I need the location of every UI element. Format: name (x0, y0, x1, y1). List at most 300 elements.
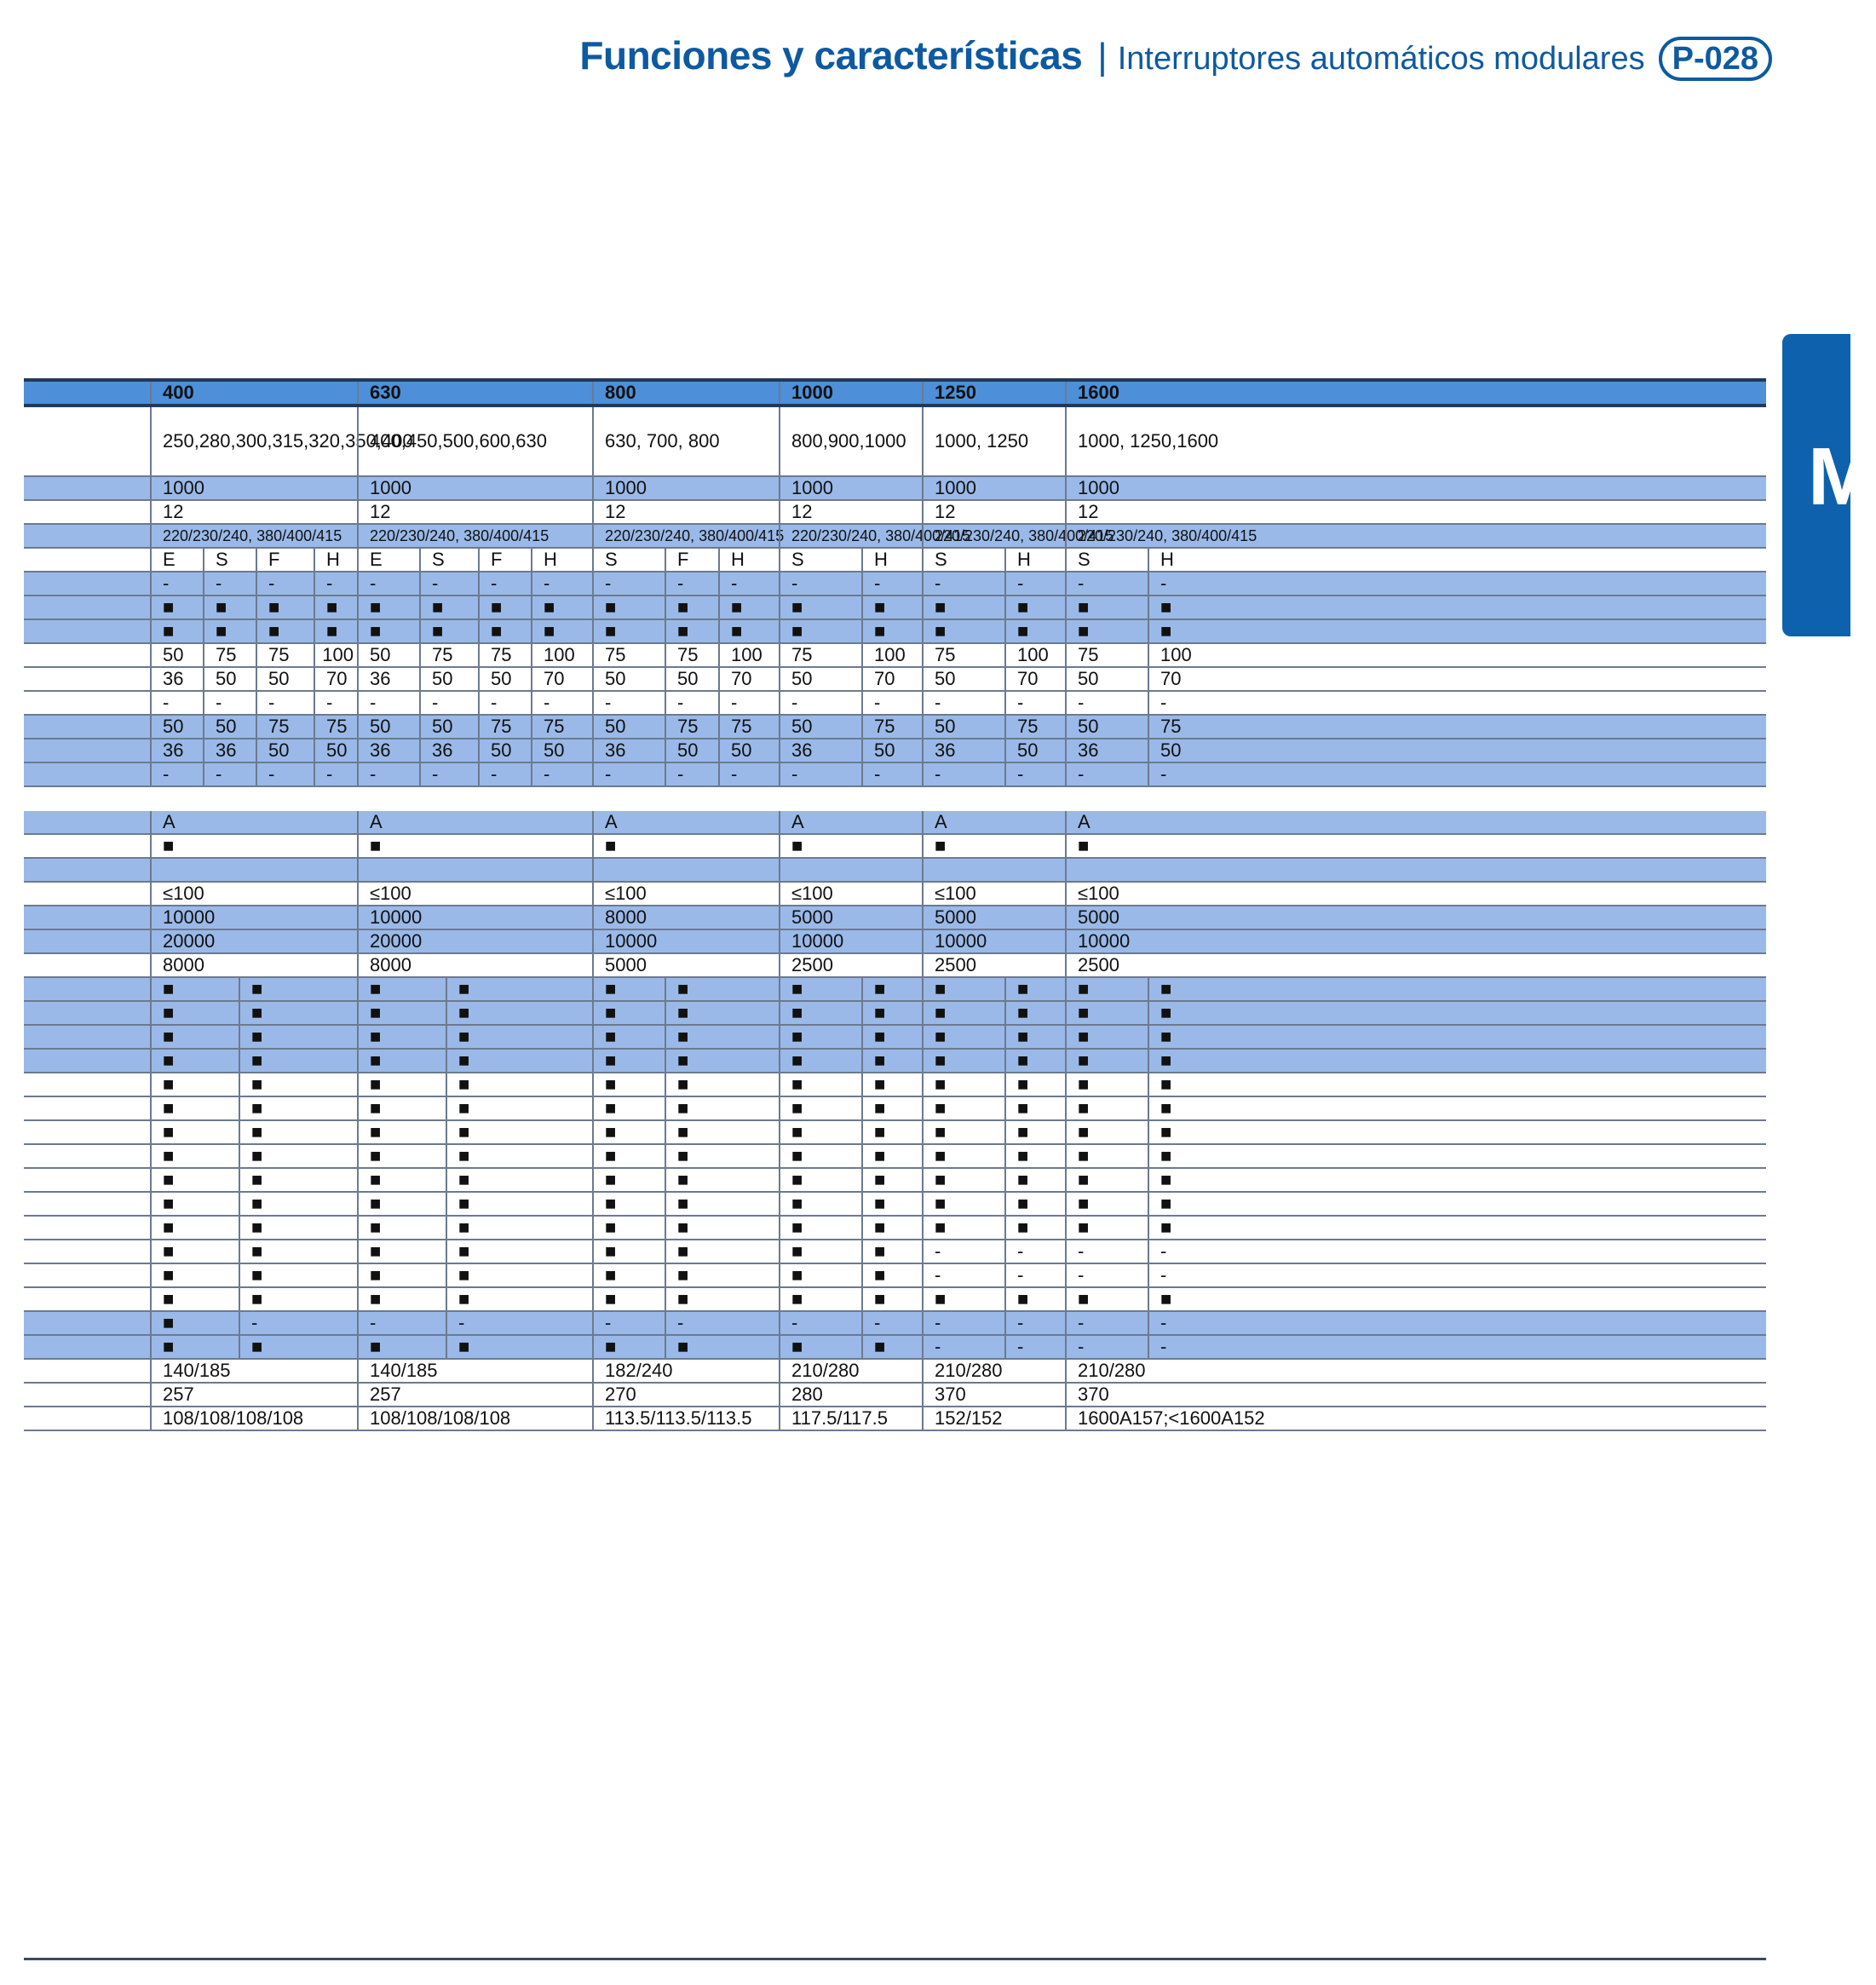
table-cell: ■ (446, 1336, 592, 1358)
table-cell: - (1065, 763, 1148, 785)
table-cell: ■ (357, 978, 446, 1000)
table-row (24, 407, 1766, 477)
table-cell: 75 (1065, 644, 1148, 666)
table-cell: ■ (150, 1050, 239, 1072)
table-cell: 70 (718, 668, 779, 690)
table-cell: ■ (357, 1240, 446, 1263)
table-cell: ■ (665, 596, 718, 619)
table-cell: ■ (150, 1217, 239, 1239)
column-header-cell: 1000 (779, 382, 922, 404)
table-cell: 12 (150, 501, 357, 523)
table-cell: S (203, 549, 256, 571)
table-row (24, 668, 1766, 692)
table-cell: - (861, 692, 922, 714)
table-cell: ■ (150, 1026, 239, 1048)
table-cell: ■ (357, 1050, 446, 1072)
table-cell: - (446, 1312, 592, 1334)
table-cell: ■ (922, 1121, 1004, 1143)
row-label-cell (24, 1288, 150, 1310)
table-cell: ■ (922, 1217, 1004, 1239)
table-cell: 50 (256, 668, 314, 690)
table-cell: ■ (922, 978, 1004, 1000)
table-cell: 12 (922, 501, 1065, 523)
table-cell: ■ (239, 1217, 357, 1239)
table-cell: 5000 (1065, 906, 1766, 929)
table-cell: - (1004, 1336, 1065, 1358)
table-cell: - (314, 763, 357, 785)
row-label-cell (24, 596, 150, 619)
table-cell: 1000, 1250 (922, 407, 1065, 475)
table-cell: ≤100 (150, 883, 357, 905)
table-cell: ■ (357, 1193, 446, 1215)
table-cell: ■ (861, 1336, 922, 1358)
table-cell: A (592, 811, 779, 833)
table-cell: ■ (1065, 1002, 1148, 1024)
table-cell: ■ (718, 620, 779, 642)
table-cell: 1000 (592, 477, 779, 499)
table-cell: 50 (665, 739, 718, 762)
table-cell: ■ (1148, 1169, 1766, 1191)
table-cell: 1600A157;<1600A152 (1065, 1407, 1766, 1430)
table-cell: 75 (861, 716, 922, 738)
table-cell: ■ (592, 1288, 665, 1310)
table-row (24, 644, 1766, 668)
table-cell: ■ (592, 1217, 665, 1239)
table-cell: ■ (1065, 835, 1766, 857)
table-row (24, 1240, 1766, 1264)
empty-cell (922, 859, 1065, 881)
row-label-cell (24, 1217, 150, 1239)
table-cell: ≤100 (922, 883, 1065, 905)
table-cell: ■ (446, 1193, 592, 1215)
empty-cell (150, 859, 357, 881)
table-cell: ■ (357, 1121, 446, 1143)
table-cell: - (1148, 692, 1766, 714)
table-cell: ■ (314, 620, 357, 642)
table-cell: ■ (861, 1073, 922, 1096)
table-cell: ■ (1065, 1121, 1148, 1143)
table-cell: ■ (150, 596, 203, 619)
table-cell: - (1148, 1312, 1766, 1334)
table-cell: A (779, 811, 922, 833)
table-row (24, 620, 1766, 644)
table-cell: - (1065, 692, 1148, 714)
table-cell: ■ (150, 1240, 239, 1263)
table-cell: - (1148, 572, 1766, 595)
table-cell: 70 (531, 668, 592, 690)
table-cell: ■ (1148, 620, 1766, 642)
row-label-cell (24, 1312, 150, 1334)
table-cell: ■ (1148, 1193, 1766, 1215)
table-cell: - (150, 692, 203, 714)
table-cell: 1000 (357, 477, 592, 499)
table-cell: ■ (1148, 596, 1766, 619)
table-cell: 8000 (592, 906, 779, 929)
table-cell: - (718, 572, 779, 595)
table-cell: - (531, 692, 592, 714)
table-cell: ■ (665, 1073, 779, 1096)
table-cell: ■ (239, 1026, 357, 1048)
row-label-cell (24, 1193, 150, 1215)
table-cell: 50 (861, 739, 922, 762)
table-cell: ■ (779, 1097, 861, 1119)
table-cell: 36 (357, 739, 419, 762)
table-cell: ■ (779, 1217, 861, 1239)
table-cell: 75 (1004, 716, 1065, 738)
empty-cell (1065, 859, 1766, 881)
table-cell: ■ (357, 1264, 446, 1286)
table-cell: ■ (779, 1336, 861, 1358)
table-cell: - (1065, 1312, 1148, 1334)
table-cell: 12 (592, 501, 779, 523)
table-cell: 50 (779, 716, 861, 738)
row-label-cell (24, 572, 150, 595)
specifications-table (24, 378, 1766, 1431)
table-cell: - (861, 1312, 922, 1334)
table-cell: 100 (531, 644, 592, 666)
table-cell: ■ (861, 978, 922, 1000)
table-cell: ■ (592, 1097, 665, 1119)
table-cell: ■ (478, 620, 531, 642)
table-cell: - (922, 1336, 1004, 1358)
table-cell: - (861, 763, 922, 785)
table-cell: ■ (1004, 620, 1065, 642)
table-cell: 75 (665, 644, 718, 666)
table-cell: ■ (446, 1288, 592, 1310)
table-cell: ■ (922, 596, 1004, 619)
row-label-cell (24, 859, 150, 881)
table-row (24, 525, 1766, 549)
table-cell: ■ (861, 1240, 922, 1263)
table-cell: 2500 (922, 954, 1065, 976)
table-cell: ■ (592, 1121, 665, 1143)
row-label-cell (24, 978, 150, 1000)
row-label-cell (24, 620, 150, 642)
table-cell: 2500 (779, 954, 922, 976)
column-header-cell: 400 (150, 382, 357, 404)
table-cell: - (1148, 1336, 1766, 1358)
table-cell: ■ (861, 1097, 922, 1119)
table-cell: 75 (478, 644, 531, 666)
table-cell: - (1065, 1264, 1148, 1286)
table-cell: ■ (861, 1145, 922, 1167)
row-label-cell (24, 407, 150, 475)
table-cell: ■ (665, 1193, 779, 1215)
table-cell: 152/152 (922, 1407, 1065, 1430)
table-cell: - (256, 692, 314, 714)
table-cell: ■ (1004, 596, 1065, 619)
table-cell: 1000 (922, 477, 1065, 499)
row-label-cell (24, 1336, 150, 1358)
table-cell: - (861, 572, 922, 595)
table-bottom-rule (24, 1958, 1766, 1960)
table-row (24, 1169, 1766, 1193)
table-cell: ■ (239, 1264, 357, 1286)
table-cell: 210/280 (1065, 1360, 1766, 1382)
table-cell: ■ (592, 1336, 665, 1358)
table-cell: ■ (1065, 596, 1148, 619)
table-cell: ■ (665, 1240, 779, 1263)
table-cell: - (592, 572, 665, 595)
table-cell: ■ (150, 1002, 239, 1024)
table-cell: ■ (861, 1217, 922, 1239)
table-cell: - (203, 572, 256, 595)
table-cell: 50 (478, 739, 531, 762)
row-label-cell (24, 1026, 150, 1048)
table-cell: ■ (357, 1002, 446, 1024)
table-cell: ■ (150, 835, 357, 857)
table-cell: 50 (357, 716, 419, 738)
title-separator: | (1097, 36, 1108, 78)
table-cell: ■ (779, 1169, 861, 1191)
table-cell: ■ (446, 1002, 592, 1024)
table-cell: ■ (150, 1169, 239, 1191)
table-cell: ■ (592, 1002, 665, 1024)
table-cell: ■ (861, 1169, 922, 1191)
table-cell: 50 (419, 716, 478, 738)
table-cell: 75 (592, 644, 665, 666)
table-cell: ■ (446, 1169, 592, 1191)
table-cell: 50 (1065, 668, 1148, 690)
table-cell: ■ (1004, 1145, 1065, 1167)
table-cell: ■ (1004, 1002, 1065, 1024)
table-cell: - (239, 1312, 357, 1334)
table-cell: ■ (446, 1050, 592, 1072)
table-cell: 50 (150, 716, 203, 738)
table-cell: ■ (861, 1121, 922, 1143)
table-cell: ■ (203, 620, 256, 642)
table-cell: - (531, 572, 592, 595)
table-cell: ■ (256, 596, 314, 619)
table-cell: 280 (779, 1384, 922, 1406)
table-row (24, 930, 1766, 954)
table-cell: - (922, 763, 1004, 785)
row-label-cell (24, 1169, 150, 1191)
table-row (24, 811, 1766, 835)
table-cell: ■ (1148, 1097, 1766, 1119)
table-cell: ■ (665, 1050, 779, 1072)
table-cell: ■ (150, 1193, 239, 1215)
table-cell: ■ (239, 1121, 357, 1143)
table-cell: - (718, 763, 779, 785)
table-cell: ■ (665, 1097, 779, 1119)
table-cell: 75 (665, 716, 718, 738)
table-cell: ■ (592, 835, 779, 857)
table-cell: ≤100 (1065, 883, 1766, 905)
table-row (24, 1050, 1766, 1073)
page-code-badge: P-028 (1659, 37, 1772, 81)
row-label-cell (24, 835, 150, 857)
table-cell: 630, 700, 800 (592, 407, 779, 475)
table-cell: ■ (239, 1073, 357, 1096)
table-cell: - (150, 763, 203, 785)
table-cell: 5000 (779, 906, 922, 929)
table-cell: ■ (1004, 1097, 1065, 1119)
table-cell: ■ (779, 1288, 861, 1310)
table-cell: - (922, 692, 1004, 714)
table-cell: ■ (861, 1002, 922, 1024)
table-cell: ■ (357, 596, 419, 619)
table-cell: 36 (150, 739, 203, 762)
table-cell: ■ (357, 1026, 446, 1048)
row-label-cell (24, 382, 150, 404)
table-cell: ■ (861, 1193, 922, 1215)
table-row (24, 859, 1766, 883)
table-row (24, 1002, 1766, 1026)
row-label-cell (24, 501, 150, 523)
table-cell: ■ (150, 1121, 239, 1143)
table-cell: 113.5/113.5/113.5 (592, 1407, 779, 1430)
table-cell: ■ (592, 1026, 665, 1048)
row-label-cell (24, 930, 150, 952)
table-cell: ■ (922, 1050, 1004, 1072)
table-cell: 50 (531, 739, 592, 762)
table-cell: 20000 (150, 930, 357, 952)
table-cell: 50 (665, 668, 718, 690)
column-header-cell: 1600 (1065, 382, 1766, 404)
table-cell: ■ (239, 1169, 357, 1191)
table-cell: ■ (1148, 1145, 1766, 1167)
table-cell: ■ (665, 1217, 779, 1239)
table-cell: ■ (922, 1026, 1004, 1048)
table-row (24, 1217, 1766, 1240)
table-cell: 75 (922, 644, 1004, 666)
table-cell: ■ (1065, 1217, 1148, 1239)
table-cell: ■ (592, 1050, 665, 1072)
table-row (24, 1073, 1766, 1097)
table-cell: - (665, 692, 718, 714)
table-cell: H (531, 549, 592, 571)
table-cell: 2500 (1065, 954, 1766, 976)
table-cell: 10000 (1065, 930, 1766, 952)
table-cell: ■ (150, 1145, 239, 1167)
row-label-cell (24, 525, 150, 547)
table-cell: A (922, 811, 1065, 833)
table-cell: 36 (203, 739, 256, 762)
table-cell: 220/230/240, 380/400/415 (1065, 525, 1766, 547)
table-cell: ■ (922, 1145, 1004, 1167)
table-cell: ■ (357, 1169, 446, 1191)
table-cell: ■ (779, 1240, 861, 1263)
table-cell: - (1004, 1312, 1065, 1334)
row-label-cell (24, 739, 150, 762)
row-label-cell (24, 906, 150, 929)
table-cell: 12 (779, 501, 922, 523)
row-label-cell (24, 1145, 150, 1167)
table-cell: 400,450,500,600,630 (357, 407, 592, 475)
table-cell: ■ (239, 1050, 357, 1072)
table-cell: ■ (446, 1145, 592, 1167)
table-row (24, 906, 1766, 930)
table-cell: ■ (446, 978, 592, 1000)
table-cell: - (357, 692, 419, 714)
table-row (24, 739, 1766, 763)
table-cell: 8000 (357, 954, 592, 976)
table-cell: - (922, 1312, 1004, 1334)
table-cell: 10000 (922, 930, 1065, 952)
table-cell: ■ (203, 596, 256, 619)
table-cell: H (1004, 549, 1065, 571)
table-cell: ■ (1004, 1217, 1065, 1239)
table-cell: - (779, 572, 861, 595)
table-cell: - (1065, 1336, 1148, 1358)
table-cell: S (592, 549, 665, 571)
table-cell: 210/280 (779, 1360, 922, 1382)
table-cell: 10000 (592, 930, 779, 952)
table-cell: H (861, 549, 922, 571)
table-cell: 50 (256, 739, 314, 762)
table-cell: 100 (861, 644, 922, 666)
table-cell: 1000 (779, 477, 922, 499)
table-cell: ■ (665, 1336, 779, 1358)
section-side-tab[interactable] (1782, 334, 1876, 636)
table-cell: - (592, 763, 665, 785)
table-cell: ■ (357, 1288, 446, 1310)
table-row (24, 1360, 1766, 1384)
table-cell: 75 (718, 716, 779, 738)
table-cell: 370 (922, 1384, 1065, 1406)
table-cell: ■ (1148, 1073, 1766, 1096)
table-cell: - (1148, 763, 1766, 785)
table-cell: ■ (861, 1288, 922, 1310)
table-cell: 50 (922, 668, 1004, 690)
table-cell: ■ (922, 620, 1004, 642)
table-cell: - (1065, 572, 1148, 595)
table-cell: ■ (446, 1026, 592, 1048)
table-row (24, 835, 1766, 859)
table-cell: ■ (592, 596, 665, 619)
table-cell: 5000 (592, 954, 779, 976)
table-cell: - (150, 572, 203, 595)
table-cell: 370 (1065, 1384, 1766, 1406)
table-row (24, 1097, 1766, 1121)
table-cell: E (357, 549, 419, 571)
table-cell: ■ (1004, 1169, 1065, 1191)
empty-cell (357, 859, 592, 881)
row-label-cell (24, 1384, 150, 1406)
table-row (24, 1312, 1766, 1336)
table-cell: ■ (1148, 1288, 1766, 1310)
table-cell: 50 (478, 668, 531, 690)
row-label-cell (24, 668, 150, 690)
table-row (24, 692, 1766, 716)
table-cell: 100 (1148, 644, 1766, 666)
table-cell: 220/230/240, 380/400/415 (592, 525, 779, 547)
table-cell: 75 (203, 644, 256, 666)
table-cell: ■ (779, 1002, 861, 1024)
table-cell: E (150, 549, 203, 571)
table-cell: ■ (150, 1073, 239, 1096)
row-label-cell (24, 883, 150, 905)
table-cell: ■ (779, 1026, 861, 1048)
table-cell: 1000 (150, 477, 357, 499)
table-cell: - (922, 572, 1004, 595)
table-cell: ■ (1065, 1026, 1148, 1048)
table-cell: 220/230/240, 380/400/415 (357, 525, 592, 547)
table-cell: ■ (1148, 1121, 1766, 1143)
table-cell: ■ (861, 620, 922, 642)
table-row (24, 883, 1766, 906)
table-cell: ■ (446, 1240, 592, 1263)
table-cell: ■ (1148, 1050, 1766, 1072)
table-cell: ■ (592, 1169, 665, 1191)
table-cell: ■ (922, 1193, 1004, 1215)
table-cell: ■ (1148, 1002, 1766, 1024)
table-cell: ■ (239, 978, 357, 1000)
table-cell: ■ (419, 596, 478, 619)
table-cell: 50 (150, 644, 203, 666)
table-cell: 75 (1148, 716, 1766, 738)
